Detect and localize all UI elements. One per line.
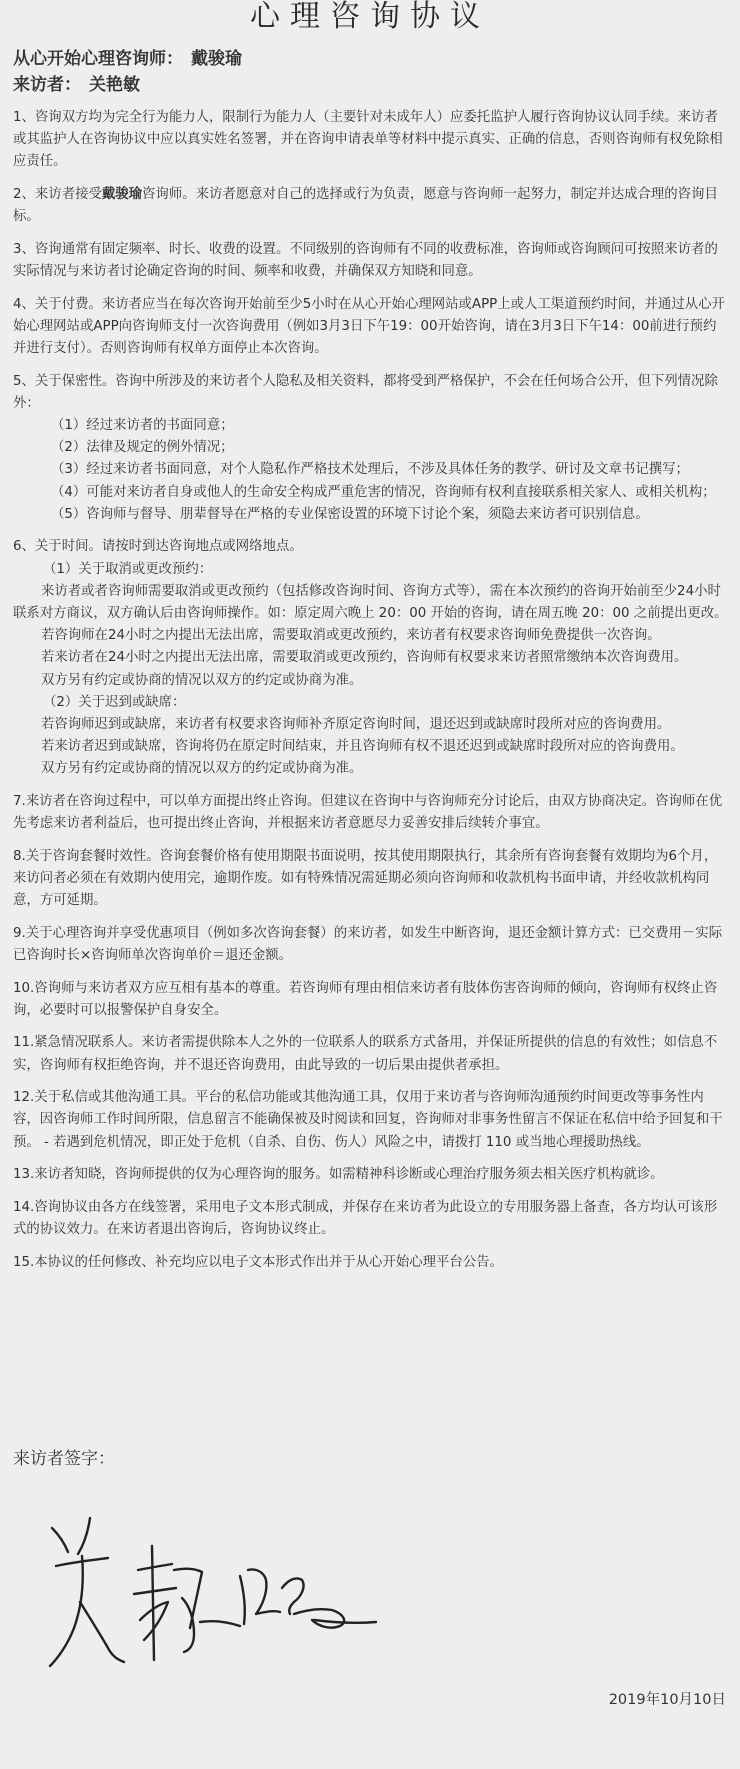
- clause-2: [13, 184, 729, 228]
- clause-6-sub-1: （1）关于取消或更改预约：: [43, 561, 213, 577]
- clause-2-suffix: 咨询师。来访者愿意对自己的选择或行为负责，愿意与咨询师一起努力，制定并达成合理的咨询目标。: [13, 187, 718, 225]
- handwritten-signature: [44, 1510, 384, 1675]
- clause-2-prefix: 2、来访者接受: [13, 187, 102, 202]
- client-label: 来访者：: [13, 75, 81, 95]
- clause-5-item-5: （5）咨询师与督导、朋辈督导在严格的专业保密设置的环境下讨论个案，须隐去来访者可识别信息。: [51, 506, 649, 522]
- clause-8: 8.关于咨询套餐时效性。咨询套餐价格有使用期限书面说明，按其使用期限执行，其余所有咨询套餐有效期均为6个月，来访问者必须在有效期内使用完，逾期作废。如有特殊情况需延期必须向咨询师和收款机构书面申请，并经收款机构同意，方可延期。: [13, 848, 718, 909]
- signature-label: 来访者签字：: [13, 1449, 115, 1469]
- clause-1: 1、咨询双方均为完全行为能力人，限制行为能力人（主要针对未成年人）应委托监护人履行咨询协议认同手续。来访者或其监护人在咨询协议中应以真实姓名签署，并在咨询申请表单等材料中提示真实、正确的信息，否则咨询师有权免除相应责任。: [13, 110, 723, 170]
- clause-6-sub-1-d: 双方另有约定或协商的情况以双方的约定或协商为准。: [41, 672, 363, 688]
- clause-6-sub-1-a: 来访者或者咨询师需要取消或更改预约（包括修改咨询时间、咨询方式等），需在本次预约的咨询开始前至少24小时联系对方商议，双方确认后由咨询师操作。如：原定周六晚上 20：00 开始的咨询，请在周五晚 20：00 之前提出更改。: [13, 583, 728, 622]
- agreement-body: [13, 107, 729, 1284]
- clause-5-item-2: （2）法律及规定的例外情况；: [51, 440, 234, 456]
- clause-6-sub-1-b: 若咨询师在24小时之内提出无法出席，需要取消或更改预约，来访者有权要求咨询师免费提供一次咨询。: [41, 628, 661, 644]
- clause-9: 9.关于心理咨询并享受优惠项目（例如多次咨询套餐）的来访者，如发生中断咨询，退还金额计算方式：已交费用－实际已咨询时长×咨询师单次咨询单价＝退还金额。: [13, 925, 723, 964]
- clause-7: 7.来访者在咨询过程中，可以单方面提出终止咨询。但建议在咨询中与咨询师充分讨论后，由双方协商决定。咨询师在优先考虑来访者利益后，也可提出终止咨询，并根据来访者意愿尽力妥善安排后续转介事宜。: [13, 794, 723, 832]
- clause-15: 15.本协议的任何修改、补充均应以电子文本形式作出并于从心开始心理平台公告。: [13, 1254, 503, 1270]
- clause-5-intro: 5、关于保密性。咨询中所涉及的来访者个人隐私及相关资料，都将受到严格保护，不会在任何场合公开，但下列情况除外：: [13, 373, 718, 411]
- clause-6-sub-2-b: 若来访者迟到或缺席，咨询将仍在原定时间结束，并且咨询师有权不退还迟到或缺席时段所对应的咨询费用。: [41, 739, 684, 755]
- clause-6-sub-2-a: 若咨询师迟到或缺席，来访者有权要求咨询师补齐原定咨询时间，退还迟到或缺席时段所对应的咨询费用。: [41, 717, 671, 733]
- clause-11: 11.紧急情况联系人。来访者需提供除本人之外的一位联系人的联系方式备用，并保证所提供的信息的有效性；如信息不实，咨询师有权拒绝咨询，并不退还咨询费用，由此导致的一切后果由提供者承担。: [13, 1035, 718, 1073]
- clause-4: 4、关于付费。来访者应当在每次咨询开始前至少5小时在从心开始心理网站或APP上或人工渠道预约时间，并通过从心开始心理网站或APP向咨询师支付一次咨询费用（例如3月3日下午19：00开始咨询，请在3月3日下午14：00前进行预约并进行支付）。否则咨询师有权单方面停止本次咨询。: [13, 296, 725, 356]
- clause-12: 12.关于私信或其他沟通工具。平台的私信功能或其他沟通工具，仅用于来访者与咨询师沟通预约时间更改等事务性内容，因咨询师工作时间所限，信息留言不能确保被及时阅读和回复，咨询师对非事务性留言不保证在私信中给予回复和干预。 - 若遇到危机情况，即正处于危机（自杀、自伤、伤人）风险之中，请拨打 110 或当地心理援助热线。: [13, 1090, 723, 1150]
- clause-3: 3、咨询通常有固定频率、时长、收费的设置。不同级别的咨询师有不同的收费标准，咨询师或咨询顾问可按照来访者的实际情况与来访者讨论确定咨询的时间、频率和收费，并确保双方知晓和同意。: [13, 241, 718, 279]
- clause-10: 10.咨询师与来访者双方应互相有基本的尊重。若咨询师有理由相信来访者有肢体伤害咨询师的倾向，咨询师有权终止咨询，必要时可以报警保护自身安全。: [13, 980, 718, 1018]
- clause-5-item-1: （1）经过来访者的书面同意；: [51, 418, 234, 433]
- client-line: [13, 70, 140, 95]
- page-title: 心理咨询协议: [250, 0, 490, 34]
- clause-6-sub-2: （2）关于迟到或缺席：: [43, 694, 186, 710]
- signature-date: 2019年10月10日: [608, 1692, 726, 1708]
- clause-6-sub-1-c: 若来访者在24小时之内提出无法出席，需要取消或更改预约，咨询师有权要求来访者照常缴纳本次咨询费用。: [41, 650, 688, 666]
- clause-6-sub-2-c: 双方另有约定或协商的情况以双方的约定或协商为准。: [41, 761, 363, 777]
- clause-14: 14.咨询协议由各方在线签署，采用电子文本形式制成，并保存在来访者为此设立的专用服务器上备查，各方均认可该形式的协议效力。在来访者退出咨询后，咨询协议终止。: [13, 1199, 718, 1238]
- counselor-name: 戴骏瑜: [191, 49, 242, 69]
- counselor-line: [13, 44, 242, 69]
- counselor-label: 从心开始心理咨询师：: [13, 49, 183, 69]
- client-name: 关艳敏: [89, 75, 140, 95]
- clause-6-intro: 6、关于时间。请按时到达咨询地点或网络地点。: [13, 539, 303, 555]
- clause-5-item-4: （4）可能对来访者自身或他人的生命安全构成严重危害的情况，咨询师有权利直接联系相关家人、或相关机构；: [51, 484, 716, 500]
- clause-6: [13, 536, 729, 780]
- clause-2-counselor-name: 戴骏瑜: [101, 187, 143, 202]
- clause-5: [13, 371, 729, 526]
- clause-13: 13.来访者知晓，咨询师提供的仅为心理咨询的服务。如需精神科诊断或心理治疗服务须去相关医疗机构就诊。: [13, 1167, 664, 1183]
- clause-5-item-3: （3）经过来访者书面同意，对个人隐私作严格技术处理后，不涉及具体任务的教学、研讨及文章书记撰写；: [51, 462, 689, 478]
